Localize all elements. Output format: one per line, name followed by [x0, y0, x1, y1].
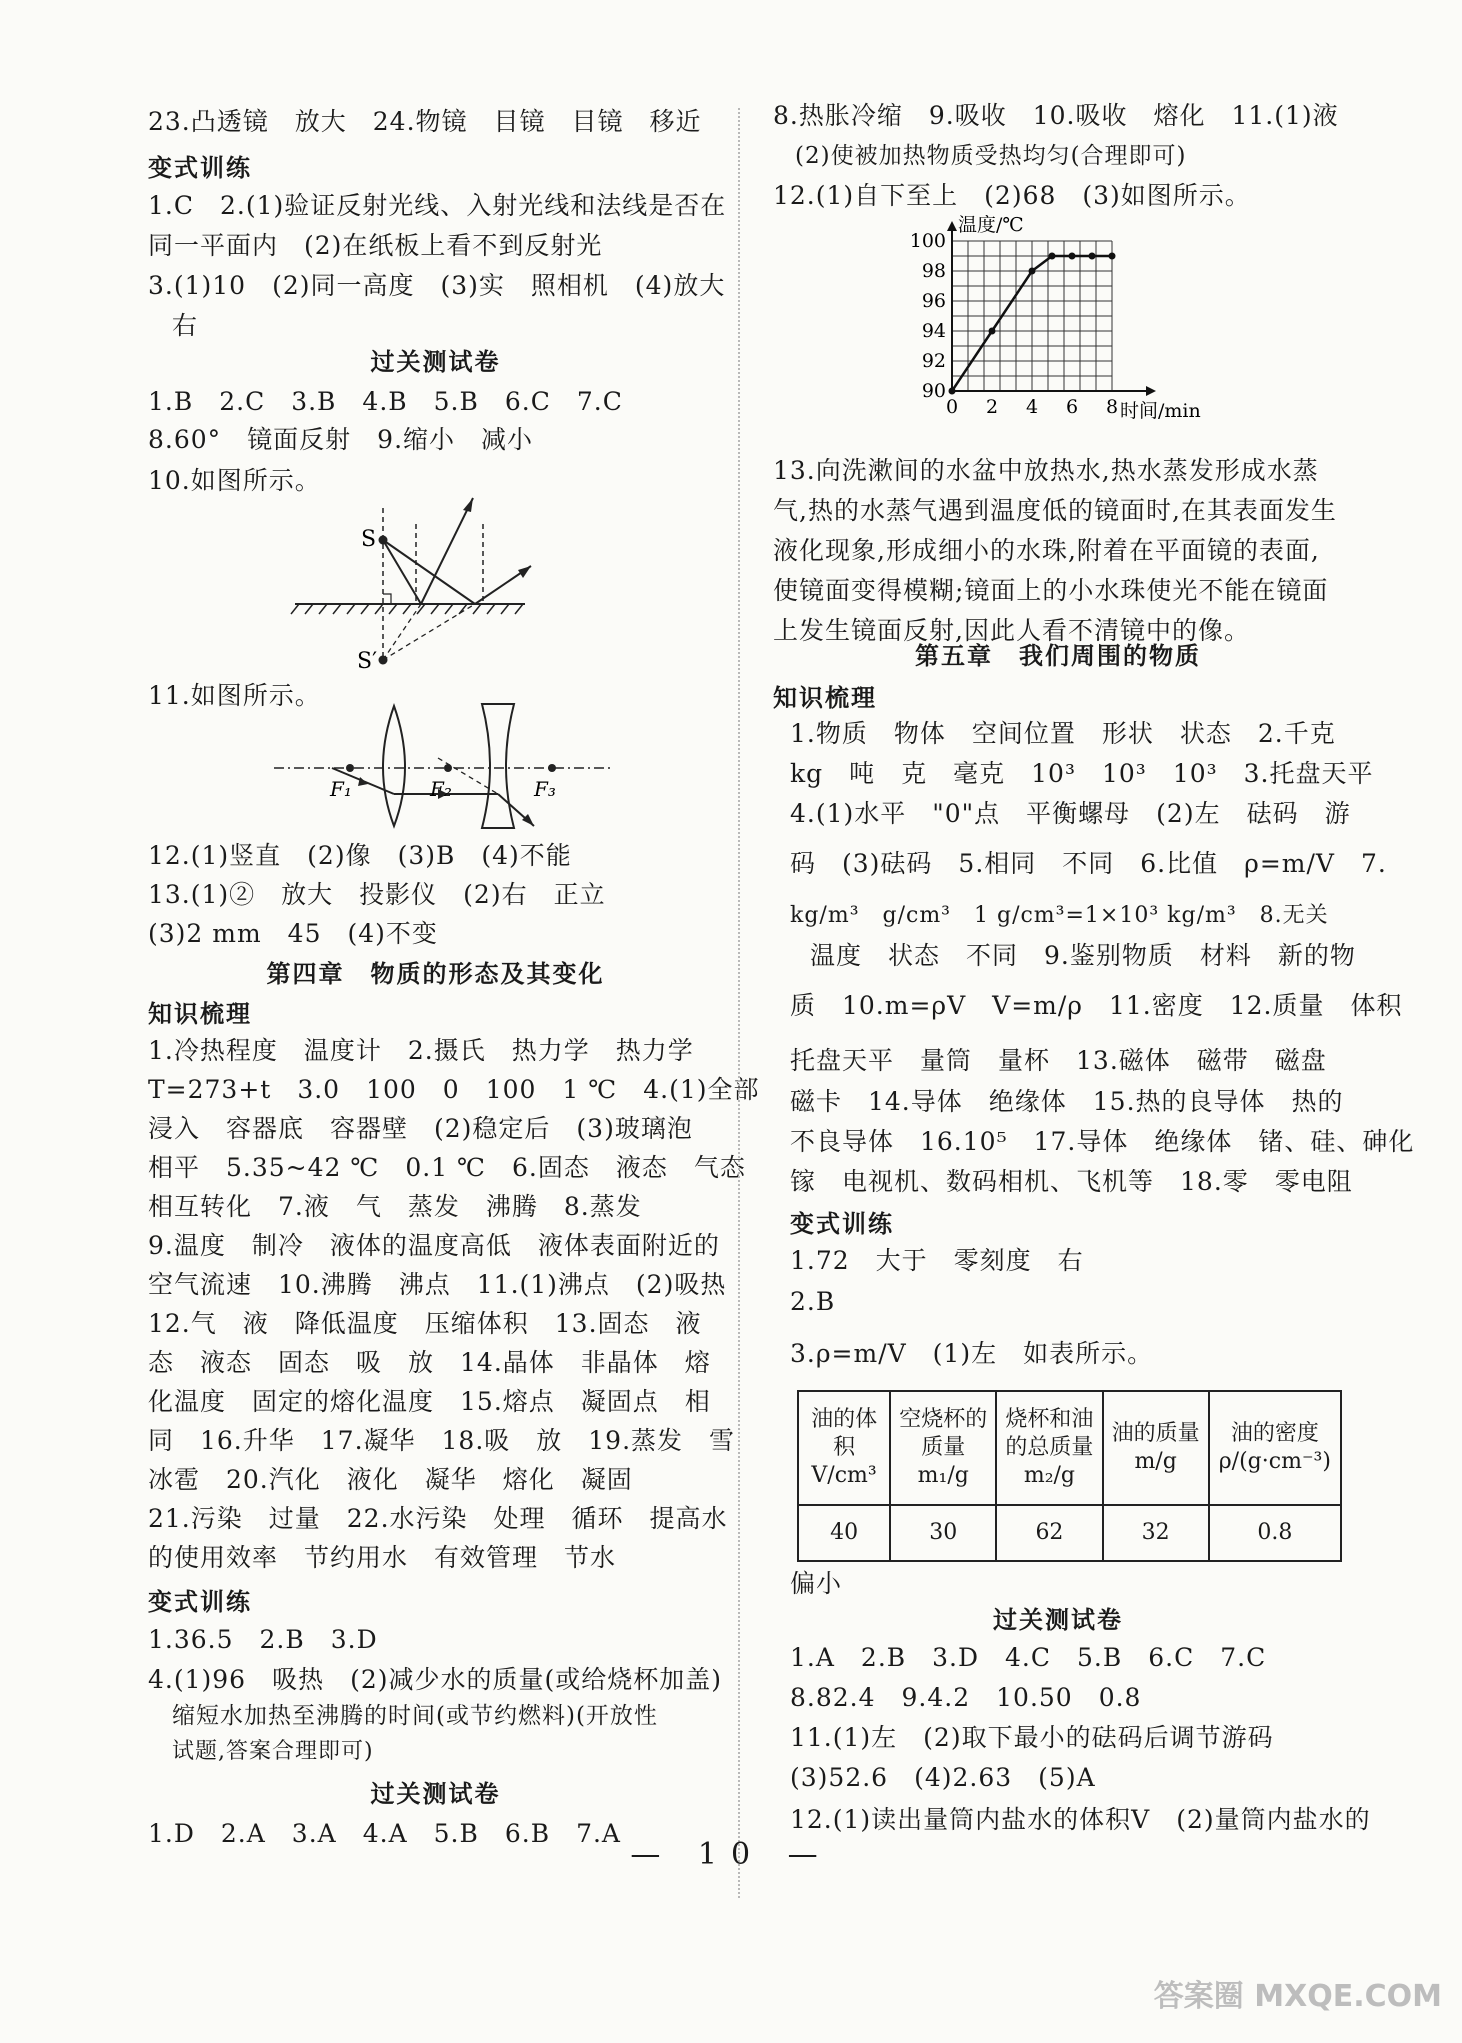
x-tick-label: 8 [1105, 396, 1119, 418]
data-point [949, 388, 956, 395]
x-tick-label: 6 [1065, 396, 1079, 418]
answer-line: 偏小 [790, 1569, 843, 1598]
data-point [1069, 253, 1076, 260]
temperature-chart [900, 215, 1240, 430]
test-title: 过关测试卷 [370, 1780, 501, 1808]
answer-line: 21.污染 过量 22.水污染 处理 循环 提高水 [148, 1504, 728, 1533]
answer-line: 4.(1)96 吸热 (2)减少水的质量(或给烧杯加盖) [148, 1665, 722, 1694]
answer-line: 13.(1)② 放大 投影仪 (2)右 正立 [148, 880, 606, 909]
answer-line: 3.(1)10 (2)同一高度 (3)实 照相机 (4)放大 [148, 271, 726, 300]
table-cell: 30 [890, 1505, 996, 1561]
answer-line: 1.C 2.(1)验证反射光线、入射光线和法线是否在 [148, 191, 727, 220]
data-table [797, 1390, 1342, 1562]
answer-line: 8.热胀冷缩 9.吸收 10.吸收 熔化 11.(1)液 [773, 101, 1339, 130]
y-tick-label: 92 [921, 350, 946, 372]
y-tick-label: 98 [921, 260, 946, 282]
table-cell: 0.8 [1209, 1505, 1341, 1561]
x-tick-label: 4 [1025, 396, 1039, 418]
answer-line: 态 液态 固态 吸 放 14.晶体 非晶体 熔 [148, 1348, 711, 1377]
answer-line: T=273+t 3.0 100 0 100 1 ℃ 4.(1)全部 [148, 1075, 760, 1104]
label-f3: F₃ [534, 777, 556, 801]
section-heading: 变式训练 [148, 154, 252, 182]
x-axis-arrow [1146, 386, 1156, 396]
y-tick-label: 90 [921, 380, 946, 402]
label-f2: F₂ [430, 777, 452, 801]
answer-line: 9.温度 制冷 液体的温度高低 液体表面附近的 [148, 1231, 720, 1260]
answer-line: 3.ρ=m/V (1)左 如表所示。 [790, 1339, 1154, 1368]
answer-line: 12.(1)自下至上 (2)68 (3)如图所示。 [773, 181, 1251, 210]
data-point [989, 328, 996, 335]
chapter-title: 第五章 我们周围的物质 [915, 642, 1201, 670]
answer-line: 10.如图所示。 [148, 466, 321, 495]
watermark [1154, 1971, 1442, 2015]
y-axis-arrow [947, 221, 957, 231]
answer-line: 1.72 大于 零刻度 右 [790, 1246, 1084, 1275]
answer-line: 空气流速 10.沸腾 沸点 11.(1)沸点 (2)吸热 [148, 1270, 727, 1299]
answer-line: 浸入 容器底 容器壁 (2)稳定后 (3)玻璃泡 [148, 1114, 693, 1143]
y-tick-label: 100 [909, 230, 946, 252]
section-heading: 变式训练 [148, 1588, 252, 1616]
y-tick-label: 96 [921, 290, 946, 312]
page-number-value: 10 [697, 1837, 765, 1872]
y-axis-label: 温度/℃ [958, 215, 1024, 236]
x-tick-label: 2 [985, 396, 999, 418]
answer-line: 温度 状态 不同 9.鉴别物质 材料 新的物 [810, 941, 1356, 970]
answer-line: (2)使被加热物质受热均匀(合理即可) [795, 143, 1187, 169]
answer-line: 化温度 固定的熔化温度 15.熔点 凝固点 相 [148, 1387, 711, 1416]
label-s-prime: S′ [357, 649, 378, 674]
section-heading: 知识梳理 [773, 684, 877, 712]
answer-line: 12.(1)读出量筒内盐水的体积V (2)量筒内盐水的 [790, 1805, 1371, 1834]
page-number: — 10 — [630, 1837, 832, 1872]
answer-line: 8.82.4 9.4.2 10.50 0.8 [790, 1683, 1142, 1712]
answer-line: 11.(1)左 (2)取下最小的砝码后调节游码 [790, 1723, 1274, 1752]
table-row [798, 1505, 1341, 1561]
test-title: 过关测试卷 [993, 1606, 1123, 1634]
answer-line: (3)52.6 (4)2.63 (5)A [790, 1763, 1096, 1792]
table-cell: 32 [1103, 1505, 1209, 1561]
answer-line: 1.物质 物体 空间位置 形状 状态 2.千克 [790, 719, 1336, 748]
answer-line: 23.凸透镜 放大 24.物镜 目镜 目镜 移近 [148, 107, 702, 136]
chapter-title: 第四章 物质的形态及其变化 [266, 960, 605, 988]
test-title: 过关测试卷 [370, 348, 501, 376]
answer-line: 气,热的水蒸气遇到温度低的镜面时,在其表面发生 [773, 496, 1337, 525]
answer-line: 相互转化 7.液 气 蒸发 沸腾 8.蒸发 [148, 1192, 642, 1221]
answer-line: 8.60° 镜面反射 9.缩小 减小 [148, 425, 534, 454]
data-point [1089, 253, 1096, 260]
answer-line: 1.B 2.C 3.B 4.B 5.B 6.C 7.C [148, 387, 623, 416]
answer-line: 不良导体 16.10⁵ 17.导体 绝缘体 锗、硅、砷化 [790, 1127, 1415, 1156]
label-f1: F₁ [330, 777, 352, 801]
answer-line: 同一平面内 (2)在纸板上看不到反射光 [148, 231, 603, 260]
column-divider [738, 108, 740, 1898]
table-cell: 62 [996, 1505, 1102, 1561]
data-point [1029, 268, 1036, 275]
x-axis-label: 时间/min [1120, 400, 1201, 422]
table-header-cell: 油的体积V/cm³ [798, 1391, 890, 1505]
table-header-cell: 烧杯和油的总质量m₂/g [996, 1391, 1102, 1505]
table-cell: 40 [798, 1505, 890, 1561]
watermark-text: 答案圈 MXQE.COM [1153, 1979, 1442, 2014]
answer-line: kg/m³ g/cm³ 1 g/cm³=1×10³ kg/m³ 8.无关 [790, 903, 1329, 928]
label-s: S [361, 527, 377, 552]
answer-line: 1.36.5 2.B 3.D [148, 1625, 378, 1654]
data-point [1109, 253, 1116, 260]
answer-line: 1.A 2.B 3.D 4.C 5.B 6.C 7.C [790, 1643, 1267, 1672]
answer-line: 相平 5.35~42 ℃ 0.1 ℃ 6.固态 液态 气态 [148, 1153, 746, 1182]
answer-line: 镓 电视机、数码相机、飞机等 18.零 零电阻 [790, 1167, 1353, 1196]
answer-line: 同 16.升华 17.凝华 18.吸 放 19.蒸发 雪 [148, 1426, 736, 1455]
y-tick-label: 94 [921, 320, 946, 342]
answer-line: 4.(1)水平 "0"点 平衡螺母 (2)左 砝码 游 [790, 799, 1351, 828]
answer-line: 托盘天平 量筒 量杯 13.磁体 磁带 磁盘 [790, 1046, 1327, 1075]
answer-line: 13.向洗漱间的水盆中放热水,热水蒸发形成水蒸 [773, 456, 1319, 485]
x-tick-label: 0 [945, 396, 959, 418]
data-point [1049, 253, 1056, 260]
answer-line: 码 (3)砝码 5.相同 不同 6.比值 ρ=m/V 7. [790, 849, 1387, 878]
answer-line: 的使用效率 节约用水 有效管理 节水 [148, 1543, 617, 1572]
section-heading: 知识梳理 [148, 1000, 252, 1028]
answer-line: 1.D 2.A 3.A 4.A 5.B 6.B 7.A [148, 1819, 621, 1848]
answer-line: (3)2 mm 45 (4)不变 [148, 919, 438, 948]
answer-line: 右 [172, 311, 199, 340]
answer-line: 1.冷热程度 温度计 2.摄氏 热力学 热力学 [148, 1036, 694, 1065]
table-header-cell: 油的密度ρ/(g·cm⁻³) [1209, 1391, 1341, 1505]
answer-line: 液化现象,形成细小的水珠,附着在平面镜的表面, [773, 536, 1320, 565]
answer-line: 缩短水加热至沸腾的时间(或节约燃料)(开放性 [172, 1703, 658, 1729]
answer-line: 12.(1)竖直 (2)像 (3)B (4)不能 [148, 841, 572, 870]
answer-line: 使镜面变得模糊;镜面上的小水珠使光不能在镜面 [773, 576, 1329, 605]
answer-line: 质 10.m=ρV V=m/ρ 11.密度 12.质量 体积 [790, 991, 1403, 1020]
answer-line: 上发生镜面反射,因此人看不清镜中的像。 [773, 616, 1250, 645]
table-header-cell: 油的质量m/g [1103, 1391, 1209, 1505]
answer-line: 冰雹 20.汽化 液化 凝华 熔化 凝固 [148, 1465, 633, 1494]
answer-line: 试题,答案合理即可) [172, 1739, 374, 1764]
answer-line: kg 吨 克 毫克 10³ 10³ 10³ 3.托盘天平 [790, 759, 1374, 788]
answer-line: 磁卡 14.导体 绝缘体 15.热的良导体 热的 [790, 1087, 1344, 1116]
answer-line: 11.如图所示。 [148, 681, 321, 710]
table-row [798, 1391, 1341, 1505]
answer-line: 2.B [790, 1287, 836, 1316]
reflection-diagram [285, 488, 535, 678]
table-header-cell: 空烧杯的质量m₁/g [890, 1391, 996, 1505]
answer-line: 12.气 液 降低温度 压缩体积 13.固态 液 [148, 1309, 702, 1338]
lens-diagram [272, 700, 617, 830]
section-heading: 变式训练 [790, 1210, 894, 1238]
